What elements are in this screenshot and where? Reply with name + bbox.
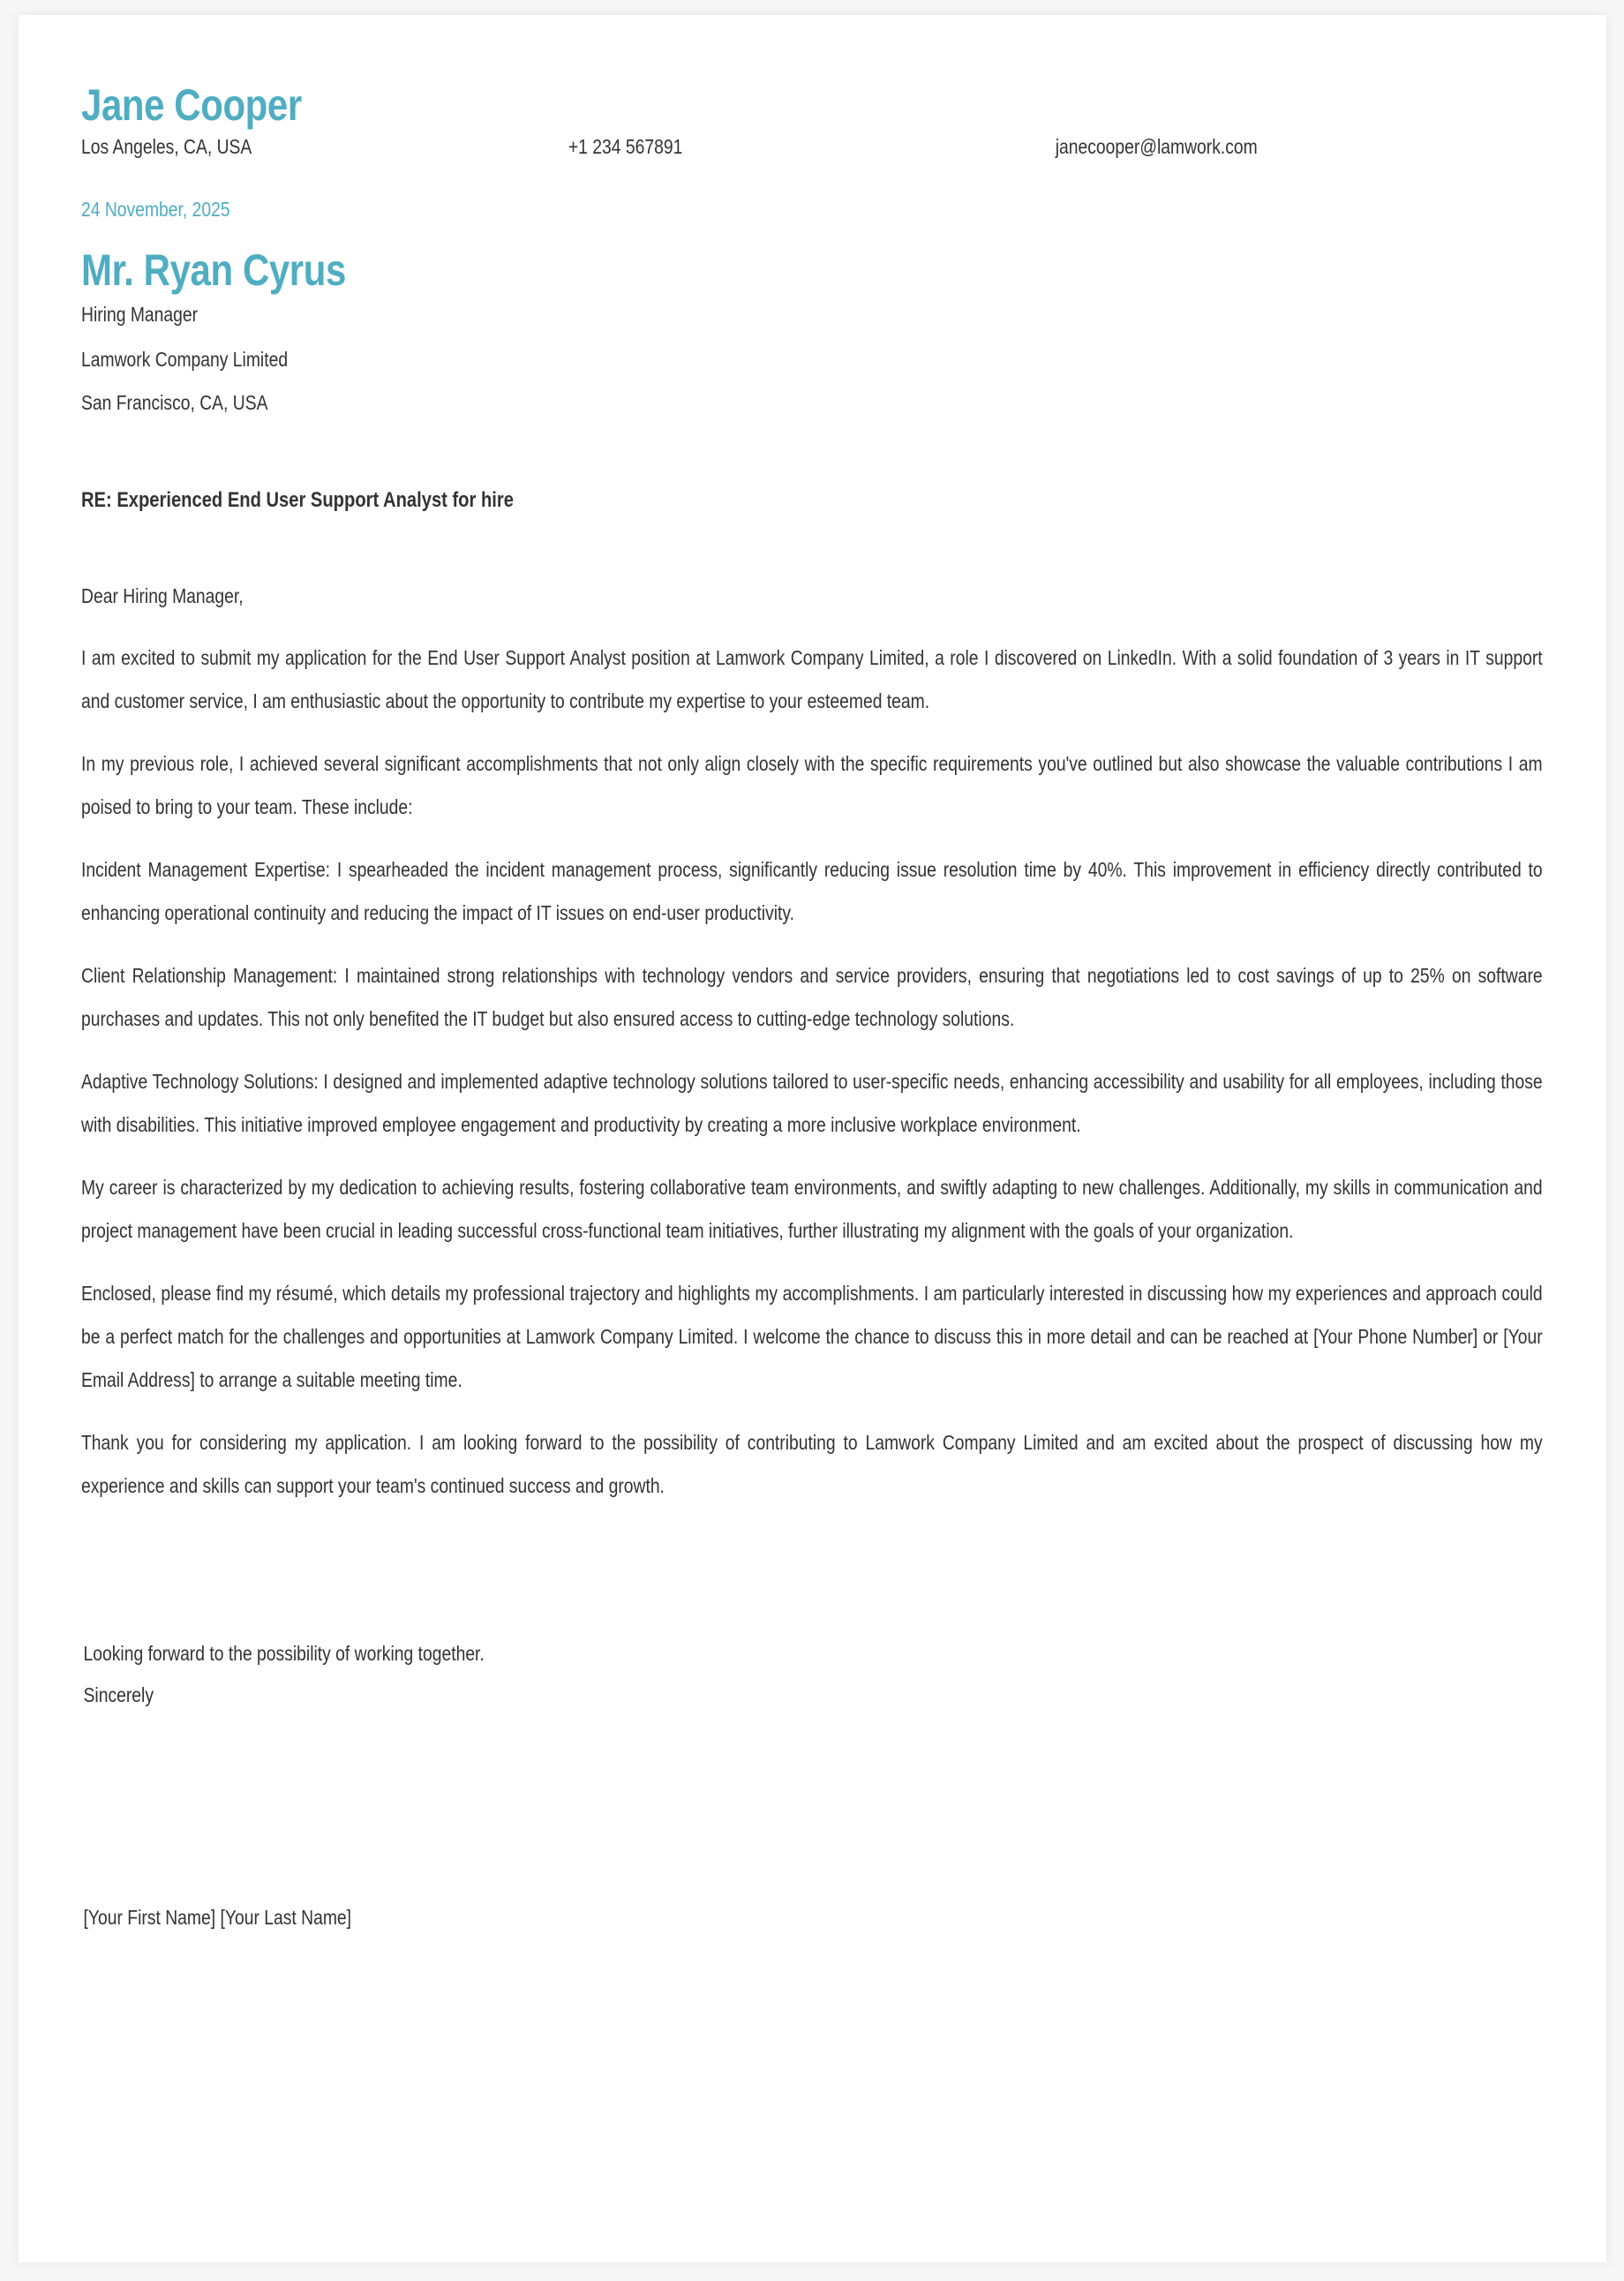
sender-name: Jane Cooper — [81, 80, 302, 130]
body-paragraph: In my previous role, I achieved several significant accomplishments that not only align closely with the specific requirements you've outlined but also showcase the valuable contributions I am poised to bring to your team. These include: — [81, 752, 1543, 818]
recipient-name: Mr. Ryan Cyrus — [81, 245, 346, 295]
recipient-title: Hiring Manager — [81, 303, 199, 326]
sender-location: Los Angeles, CA, USA — [81, 135, 252, 158]
recipient-company: Lamwork Company Limited — [81, 348, 289, 371]
sender-phone: +1 234 567891 — [568, 135, 683, 158]
closing-line: Looking forward to the possibility of working together. — [83, 1642, 485, 1665]
body-paragraph: My career is characterized by my dedication to achieving results, fostering collaborative team environments, and swiftly adapting to new challenges. Additionally, my skills in communication and project management have been crucial in leading successful cross-functional team initiatives, further illustrating my alignment with the goals of your organization. — [81, 1176, 1543, 1242]
body-paragraph: I am excited to submit my application for the End User Support Analyst position at Lamwork Company Limited, a role I discovered on LinkedIn. With a solid foundation of 3 years in IT support and customer service, I am enthusiastic about the opportunity to contribute my expertise to your esteemed team. — [81, 646, 1543, 712]
letter-body — [81, 636, 1543, 1527]
body-paragraph: Enclosed, please find my résumé, which details my professional trajectory and highlights my accomplishments. I am particularly interested in discussing how my experiences and approach could be a perfect match for the challenges and opportunities at Lamwork Company Limited. I welcome the chance to discuss this in more detail and can be reached at [Your Phone Number] or [Your Email Address] to arrange a suitable meeting time. — [81, 1282, 1543, 1391]
subject-line: RE: Experienced End User Support Analyst for hire — [81, 488, 514, 512]
body-paragraph: Thank you for considering my application. I am looking forward to the possibility of contributing to Lamwork Company Limited and am excited about the prospect of discussing how my experience and skills can support your team's continued success and growth. — [81, 1431, 1543, 1497]
body-paragraph: Adaptive Technology Solutions: I designed and implemented adaptive technology solutions tailored to user-specific needs, enhancing accessibility and usability for all employees, including those with disabilities. This initiative improved employee engagement and productivity by creating a more inclusive workplace environment. — [81, 1070, 1543, 1136]
body-paragraph: Client Relationship Management: I maintained strong relationships with technology vendors and service providers, ensuring that negotiations led to cost savings of up to 25% on software purchases and updates. This not only benefited the IT budget but also ensured access to cutting-edge technology solutions. — [81, 964, 1543, 1030]
sender-email: janecooper@lamwork.com — [1055, 135, 1258, 158]
recipient-location: San Francisco, CA, USA — [81, 391, 268, 414]
salutation: Dear Hiring Manager, — [81, 584, 244, 607]
sign-off: Sincerely — [83, 1683, 154, 1706]
cover-letter-page — [19, 15, 1606, 2262]
signature-name: [Your First Name] [Your Last Name] — [83, 1906, 352, 1929]
body-paragraph: Incident Management Expertise: I spearheaded the incident management process, significantly reducing issue resolution time by 40%. This improvement in efficiency directly contributed to enhancing operational continuity and reducing the impact of IT issues on end-user productivity. — [81, 858, 1543, 924]
letter-date: 24 November, 2025 — [81, 198, 230, 221]
sender-contacts — [81, 133, 1543, 160]
